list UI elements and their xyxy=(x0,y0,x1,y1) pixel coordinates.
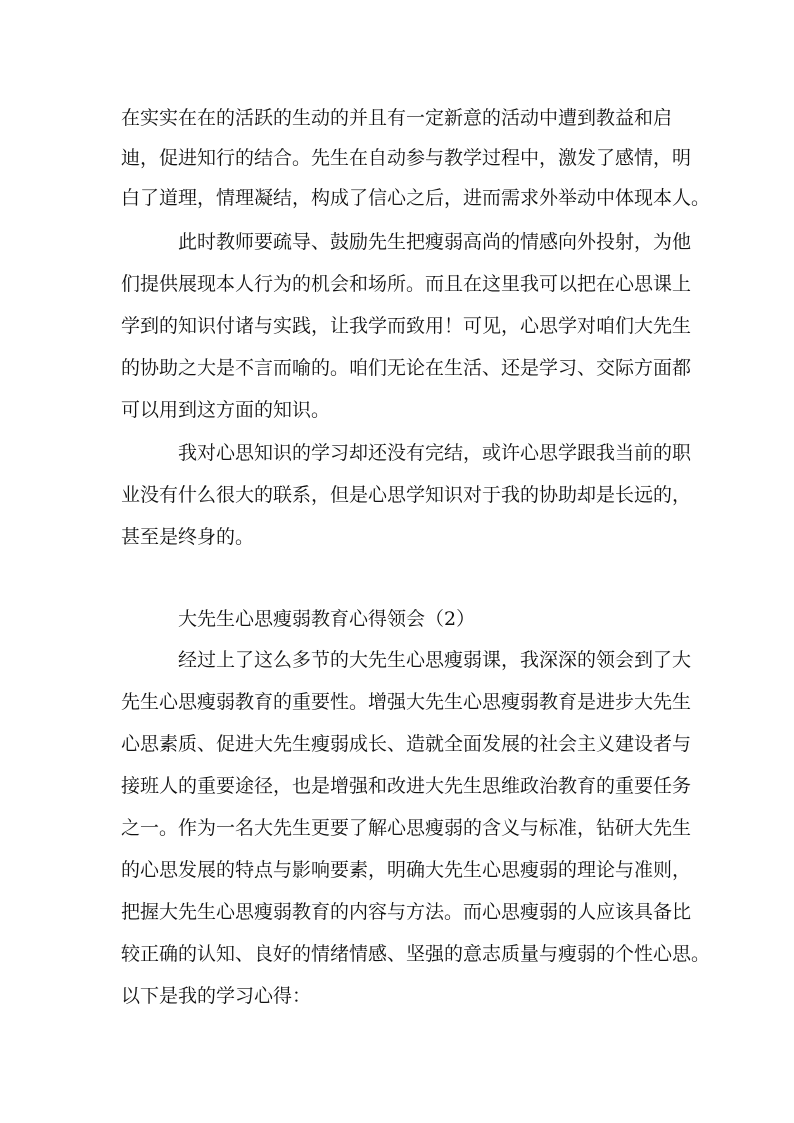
paragraph-line: 以下是我的学习心得： xyxy=(121,985,312,1007)
paragraph-line: 业没有什么很大的联系，但是心思学知识对于我的协助却是长远的， xyxy=(121,484,692,506)
paragraph-line: 可以用到这方面的知识。 xyxy=(121,399,331,421)
paragraph-line: 接班人的重要途径，也是增强和改进大先生思维政治教育的重要任务 xyxy=(121,775,692,797)
paragraph-line: 学到的知识付诸与实践，让我学而致用！可见，心思学对咱们大先生 xyxy=(121,315,692,337)
paragraph-line: 先生心思瘦弱教育的重要性。增强大先生心思瘦弱教育是进步大先生 xyxy=(121,691,692,713)
paragraph-line: 心思素质、促进大先生瘦弱成长、造就全面发展的社会主义建设者与 xyxy=(121,733,692,755)
paragraph-line: 甚至是终身的。 xyxy=(121,526,255,548)
paragraph-line: 迪，促进知行的结合。先生在自动参与教学过程中，激发了感情，明 xyxy=(121,147,692,169)
paragraph-line: 把握大先生心思瘦弱教育的内容与方法。而心思瘦弱的人应该具备比 xyxy=(121,901,692,923)
paragraph-line: 之一。作为一名大先生更要了解心思瘦弱的含义与标准，钻研大先生 xyxy=(121,817,692,839)
paragraph-line: 此时教师要疏导、鼓励先生把瘦弱高尚的情感向外投射，为他 xyxy=(178,231,692,253)
paragraph-line: 的协助之大是不言而喻的。咱们无论在生活、还是学习、交际方面都 xyxy=(121,357,692,379)
paragraph-line: 的心思发展的特点与影响要素，明确大先生心思瘦弱的理论与准则， xyxy=(121,859,692,881)
paragraph-line: 在实实在在的活跃的生动的并且有一定新意的活动中遭到教益和启 xyxy=(121,107,673,129)
paragraph-line: 我对心思知识的学习却还没有完结，或许心思学跟我当前的职 xyxy=(178,442,692,464)
paragraph-line: 们提供展现本人行为的机会和场所。而且在这里我可以把在心思课上 xyxy=(121,273,692,295)
section-heading: 大先生心思瘦弱教育心得领会（2） xyxy=(178,608,476,630)
paragraph-line: 较正确的认知、良好的情绪情感、坚强的意志质量与瘦弱的个性心思。 xyxy=(121,943,711,965)
paragraph-line: 白了道理，情理凝结，构成了信心之后，进而需求外举动中体现本人。 xyxy=(121,187,711,209)
paragraph-line: 经过上了这么多节的大先生心思瘦弱课，我深深的领会到了大 xyxy=(178,649,692,671)
